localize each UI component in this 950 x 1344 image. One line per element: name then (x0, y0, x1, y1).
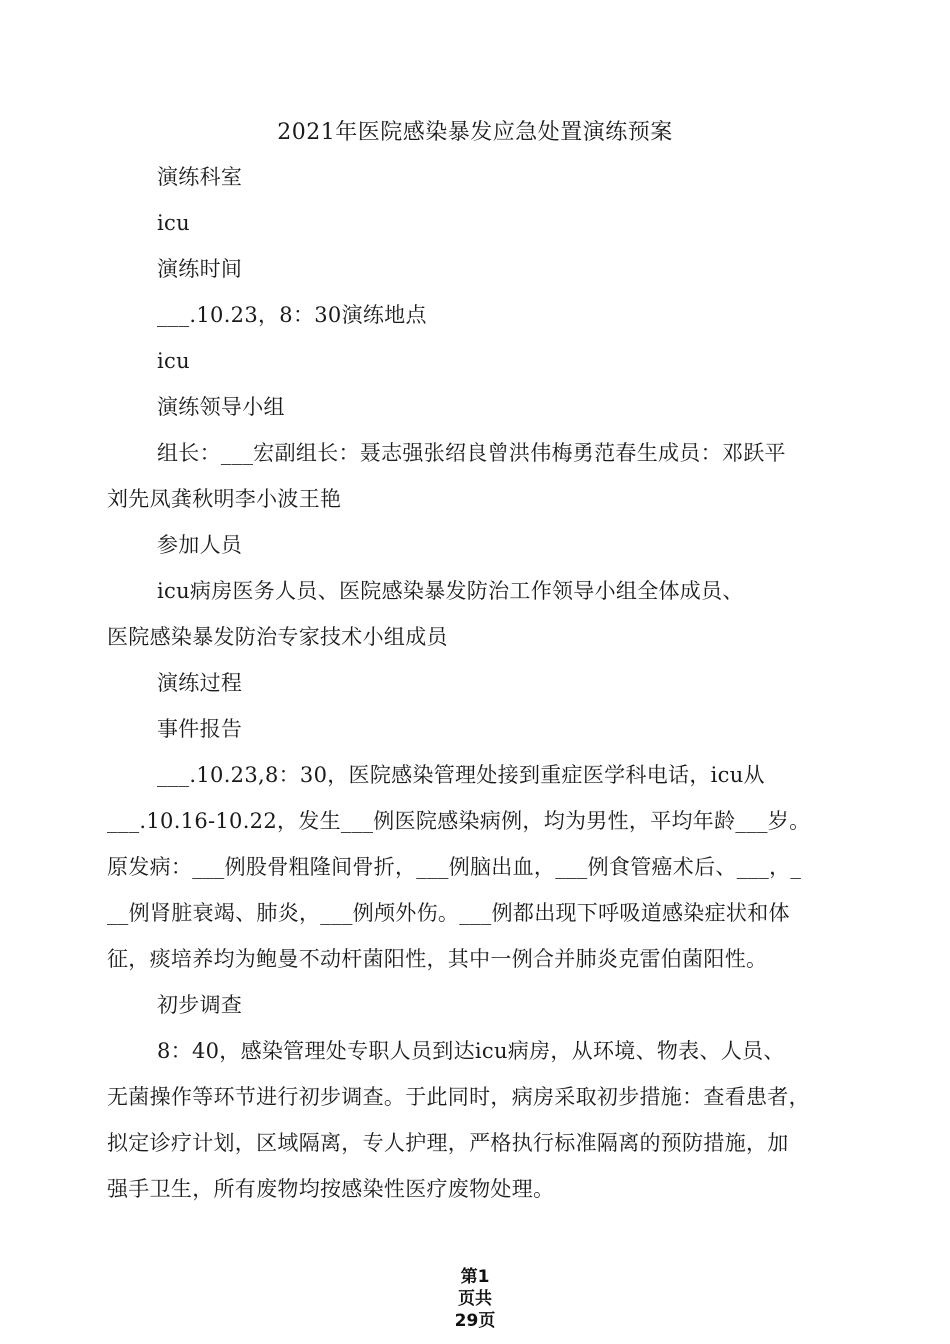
investigation-paragraph-line-1: 8：40，感染管理处专职人员到达icu病房，从环境、物表、人员、 (157, 1039, 785, 1063)
report-paragraph-line-5: 征，痰培养均为鲍曼不动杆菌阳性，其中一例合并肺炎克雷伯菌阳性。 (107, 947, 768, 971)
investigation-paragraph-line-2: 无菌操作等环节进行初步调查。于此同时，病房采取初步措施：查看患者， (107, 1085, 810, 1109)
report-paragraph-line-2: ___.10.16-10.22，发生___例医院感染病例，均为男性，平均年龄___岁。 (107, 809, 811, 833)
document-title: 2021年医院感染暴发应急处置演练预案 (277, 120, 673, 145)
section-heading-process: 演练过程 (157, 671, 243, 695)
page-number-line-1: 第1 (460, 1267, 490, 1287)
page-number-line-3: 29页 (454, 1311, 496, 1331)
section-heading-dept: 演练科室 (157, 165, 243, 189)
participants-line-2: 医院感染暴发防治专家技术小组成员 (107, 625, 448, 649)
report-paragraph-line-1: ___.10.23,8：30，医院感染管理处接到重症医学科电话，icu从 (157, 763, 765, 787)
dept-value: icu (157, 211, 190, 235)
section-heading-participants: 参加人员 (157, 533, 243, 557)
report-paragraph-line-3: 原发病：___例股骨粗隆间骨折，___例脑出血，___例食管癌术后、___，_ (107, 855, 802, 879)
section-heading-leadership: 演练领导小组 (157, 395, 285, 419)
section-heading-time: 演练时间 (157, 257, 243, 281)
report-paragraph-line-4: __例肾脏衰竭、肺炎，___例颅外伤。___例都出现下呼吸道感染症状和体 (107, 901, 790, 925)
investigation-paragraph-line-4: 强手卫生，所有废物均按感染性医疗废物处理。 (107, 1177, 555, 1201)
section-heading-report: 事件报告 (157, 717, 243, 741)
page-number-line-2: 页共 (458, 1289, 492, 1309)
participants-line-1: icu病房医务人员、医院感染暴发防治工作领导小组全体成员、 (157, 579, 744, 603)
investigation-paragraph-line-3: 拟定诊疗计划，区域隔离，专人护理，严格执行标准隔离的预防措施，加 (107, 1131, 789, 1155)
leadership-line-2: 刘先凤龚秋明李小波王艳 (107, 487, 342, 511)
time-and-location-line: ___.10.23，8：30演练地点 (157, 303, 427, 327)
location-value: icu (157, 349, 190, 373)
section-heading-investigation: 初步调查 (157, 993, 243, 1017)
leadership-line-1: 组长：___宏副组长：聂志强张绍良曾洪伟梅勇范春生成员：邓跃平 (157, 441, 786, 465)
